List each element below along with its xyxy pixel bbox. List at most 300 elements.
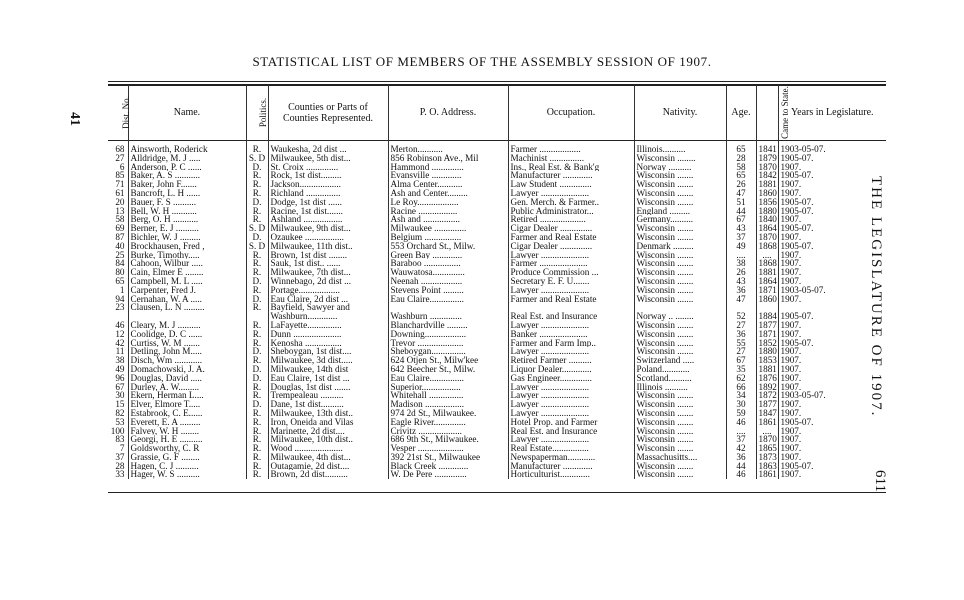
table-row [108,330,886,339]
cell-dist: 37 [115,452,125,462]
cell-name: Berg, O. H ........... [128,215,246,224]
cell-counties: Brown, 1st dist ........ [268,251,388,260]
table-row [108,286,886,295]
cell-address: Sheboygan............... [388,347,508,356]
cell-dist: 46 [115,320,125,330]
cell-address: Vesper .................... [388,444,508,453]
cell-years: 1907. [778,409,886,418]
cell-occupation: Lawyer ..................... [508,189,634,198]
cell-counties: Milwaukee, 13th dist.. [268,409,388,418]
col-header-age: Age. [726,85,756,141]
cell-name: Ainsworth, Roderick [128,141,246,154]
cell-name: Everett, E. A ......... [128,418,246,427]
cell-address: Racine ................. [388,207,508,216]
cell-politics: S. D [246,154,268,163]
cell-came: 1863 [756,462,778,471]
table-row [108,321,886,330]
cell-politics: R. [246,259,268,268]
cell-name: Anderson, P. C ...... [128,163,246,172]
cell-came: 1865 [756,444,778,453]
cell-politics: R. [246,286,268,295]
cell-years: 1905-07. [778,224,886,233]
cell-address: Eau Claire............... [388,295,508,304]
cell-occupation: Lawyer ..................... [508,409,634,418]
cell-counties: Waukesha, 2d dist ... [268,141,388,154]
cell-came: .... [756,427,778,436]
cell-years: 1907. [778,400,886,409]
cell-name: Burke, Timothy..... [128,251,246,260]
cell-politics: R. [246,215,268,224]
cell-occupation: Real Estate................ [508,444,634,453]
cell-politics: R. [246,435,268,444]
cell-occupation: Newspaperman............ [508,453,634,462]
col-header-years: Years in Legislature. [778,85,886,141]
cell-name: Bancroft, L. H ...... [128,189,246,198]
cell-politics: R. [246,383,268,392]
cell-nativity: Wisconsin ....... [634,251,726,260]
page-title: STATISTICAL LIST OF MEMBERS OF THE ASSEMBLY SESSION OF 1907. [252,54,712,69]
cell-address: Stevens Point ......... [388,286,508,295]
cell-counties: Bayfield, Sawyer and [268,303,388,312]
cell-age: 36 [726,330,756,339]
table-row [108,312,886,321]
cell-name: Cain, Elmer E ........ [128,268,246,277]
cell-occupation: Lawyer ..................... [508,251,634,260]
cell-nativity: Scotland.......... [634,374,726,383]
cell-counties: Milwaukee, 4th dist... [268,453,388,462]
cell-occupation: Machinist ............... [508,154,634,163]
cell-occupation: Hotel Prop. and Farmer [508,418,634,427]
header-row [108,85,886,141]
cell-dist: 38 [115,356,125,365]
cell-dist: 94 [115,294,125,304]
cell-occupation: Banker ..................... [508,330,634,339]
cell-years: 1907. [778,330,886,339]
cell-counties: Ozaukee ................. [268,233,388,242]
cell-dist: 83 [115,435,125,445]
cell-counties: Sauk, 1st dist.. ...... [268,259,388,268]
cell-name: Elver, Elmore T..... [128,400,246,409]
cell-nativity: Wisconsin ....... [634,339,726,348]
cell-came: .... [756,251,778,260]
cell-dist: 80 [115,268,125,277]
cell-occupation: Farmer .................. [508,141,634,154]
cell-came: 1881 [756,180,778,189]
cell-name: Falvey, W. H ........ [128,427,246,436]
cell-occupation: Farmer ..................... [508,259,634,268]
cell-counties: Racine, 1st dist....... [268,207,388,216]
cell-came: 1853 [756,356,778,365]
cell-dist: 49 [115,364,125,374]
cell-came: 1847 [756,409,778,418]
cell-came [756,303,778,312]
cell-years: 1905-07. [778,339,886,348]
cell-address: 392 21st St., Milwaukee [388,453,508,462]
cell-address: Washburn .............. [388,312,508,321]
table-row [108,356,886,365]
cell-dist: 67 [115,382,125,392]
cell-politics: D. [246,277,268,286]
cell-age: 37 [726,233,756,242]
cell-years: 1907. [778,374,886,383]
cell-name: Cleary, M. J .......... [128,321,246,330]
cell-counties: Wood ..................... [268,444,388,453]
cell-came: 1856 [756,198,778,207]
cell-came: 1864 [756,224,778,233]
cell-dist: 42 [115,338,125,348]
cell-name: Durley, A. W......... [128,383,246,392]
cell-counties: Douglas, 1st dist ....... [268,383,388,392]
table-row [108,339,886,348]
cell-came: 1881 [756,268,778,277]
cell-came: 1884 [756,312,778,321]
cell-dist: 40 [115,241,125,251]
cell-years: 1905-07. [778,171,886,180]
table-row [108,154,886,163]
cell-address: Ash and Center......... [388,189,508,198]
table-row [108,163,886,172]
cell-dist: 6 [119,162,125,172]
cell-came: 1860 [756,189,778,198]
cell-dist: 96 [115,373,125,383]
cell-counties: Brown, 2d dist.......... [268,470,388,479]
table-row [108,141,886,154]
table-row [108,347,886,356]
cell-dist: 15 [115,400,125,409]
cell-dist: 7 [119,444,125,453]
cell-years: 1907. [778,295,886,304]
cell-came: 1877 [756,321,778,330]
cell-politics: R. [246,268,268,277]
cell-counties: Milwaukee, 11th dist.. [268,242,388,251]
cell-politics: D. [246,198,268,207]
table-row [108,277,886,286]
cell-came: 1840 [756,215,778,224]
cell-counties: LaFayette............... [268,321,388,330]
cell-politics: D. [246,233,268,242]
cell-years: 1907. [778,365,886,374]
col-header-address: P. O. Address. [388,85,508,141]
cell-came: 1873 [756,453,778,462]
cell-politics: R. [246,171,268,180]
cell-came: 1879 [756,154,778,163]
table-row [108,189,886,198]
cell-came: 1871 [756,286,778,295]
cell-nativity: Illinois.......... [634,141,726,154]
cell-dist: 27 [115,153,125,163]
cell-address: Eau Claire............... [388,374,508,383]
table-row [108,171,886,180]
table-row [108,268,886,277]
cell-name: Campbell, M. L ..... [128,277,246,286]
cell-years: 1907. [778,427,886,436]
cell-years: 1907. [778,215,886,224]
table-row [108,462,886,471]
cell-nativity: Wisconsin ....... [634,321,726,330]
cell-name: Bichler, W. J ......... [128,233,246,242]
cell-came: 1841 [756,141,778,154]
cell-politics: R. [246,462,268,471]
cell-address: 686 9th St., Milwaukee. [388,435,508,444]
cell-age: 66 [726,383,756,392]
cell-dist: 12 [115,329,125,339]
cell-politics: D. [246,400,268,409]
cell-occupation: Law Student .............. [508,180,634,189]
table-row [108,224,886,233]
cell-age: 42 [726,444,756,453]
cell-counties: Kenosha ................ [268,339,388,348]
cell-politics: D. [246,347,268,356]
cell-years: 1907. [778,233,886,242]
cell-nativity: Wisconsin ....... [634,409,726,418]
cell-occupation: Gen. Merch. & Farmer.. [508,198,634,207]
cell-age: 58 [726,163,756,172]
cell-address: Hammond .............. [388,163,508,172]
cell-name: Goldsworthy, C. R [128,444,246,453]
cell-counties: Milwaukee, 14th dist [268,365,388,374]
cell-address: Trevor .................... [388,339,508,348]
cell-name: Baker, A. S ........... [128,171,246,180]
cell-counties: Trempealeau .......... [268,391,388,400]
cell-counties: Rock, 1st dist......... [268,171,388,180]
cell-counties: Sheboygan, 1st dist.... [268,347,388,356]
cell-years: 1907. [778,383,886,392]
cell-address: Ash and ................ [388,215,508,224]
cell-came: 1892 [756,383,778,392]
cell-counties: Dunn ..................... [268,330,388,339]
cell-address: Black Creek ............. [388,462,508,471]
cell-occupation: Farmer and Real Estate [508,295,634,304]
cell-nativity: Wisconsin ....... [634,259,726,268]
table-row [108,295,886,304]
cell-nativity: Massachusitts.... [634,453,726,462]
cell-counties: Dane, 1st dist.......... [268,400,388,409]
cell-age: 47 [726,189,756,198]
cell-occupation: Horticulturist............. [508,470,634,479]
cell-occupation: Produce Commission ... [508,268,634,277]
cell-nativity: Norway .. ........ [634,312,726,321]
cell-address: Merton........... [388,141,508,154]
cell-dist: 28 [115,461,125,471]
cell-dist: 25 [115,250,125,260]
cell-politics: R. [246,427,268,436]
cell-counties: Milwaukee, 5th dist... [268,154,388,163]
cell-years: 1905-07. [778,154,886,163]
cell-name: Curtiss, W. M ....... [128,339,246,348]
cell-politics [246,312,268,321]
cell-name: Douglas, David ..... [128,374,246,383]
cell-name: Grassie, G. F ........ [128,453,246,462]
table-row [108,444,886,453]
cell-years: 1903-05-07. [778,391,886,400]
cell-address: 856 Robinson Ave., Mil [388,154,508,163]
col-header-politics: Politics. [246,85,268,141]
cell-politics: R. [246,391,268,400]
cell-age: 46 [726,418,756,427]
cell-counties: Outagamie, 2d dist.... [268,462,388,471]
cell-age: 27 [726,321,756,330]
bottom-rule [108,492,886,493]
cell-age: 44 [726,462,756,471]
cell-came: 1881 [756,365,778,374]
cell-age: 28 [726,154,756,163]
cell-address: Evansville ............. [388,171,508,180]
cell-dist: 11 [115,347,125,357]
cell-years: 1907. [778,259,886,268]
cell-nativity: Wisconsin ........ [634,154,726,163]
table-row [108,435,886,444]
cell-politics: D. [246,365,268,374]
cell-counties: Eau Claire, 2d dist ... [268,295,388,304]
cell-occupation: Lawyer ..................... [508,400,634,409]
cell-politics: R. [246,303,268,312]
cell-name: Bauer, F. S .......... [128,198,246,207]
table-row [108,303,886,312]
table-row [108,374,886,383]
cell-occupation: Cigar Dealer .............. [508,224,634,233]
cell-years: 1903-05-07. [778,141,886,154]
table-row [108,427,886,436]
cell-came: 1872 [756,391,778,400]
cell-counties: Iron, Oneida and Vilas [268,418,388,427]
cell-came: 1870 [756,163,778,172]
page-number: 611 [872,470,888,492]
cell-years: 1907. [778,277,886,286]
table-body [108,141,886,480]
cell-dist: 68 [115,144,125,154]
cell-dist: 82 [115,408,125,418]
cell-counties: St. Croix .............. [268,163,388,172]
cell-age: 30 [726,400,756,409]
cell-age: 43 [726,277,756,286]
cell-age: 35 [726,365,756,374]
table-row [108,259,886,268]
cell-name: Coolidge, D. C ...... [128,330,246,339]
cell-nativity: Wisconsin ....... [634,470,726,479]
cell-nativity: Wisconsin ....... [634,462,726,471]
table-row [108,391,886,400]
table-row [108,400,886,409]
cell-address: Neenah .................. [388,277,508,286]
cell-age: 51 [726,198,756,207]
cell-nativity: Wisconsin ....... [634,286,726,295]
cell-politics: D. [246,374,268,383]
col-header-counties: Counties or Parts of Counties Represented. [268,85,388,141]
cell-age: 36 [726,453,756,462]
cell-occupation: Lawyer ..................... [508,435,634,444]
col-header-came: Came to State. [756,85,778,141]
cell-name: Clausen, L. N ......... [128,303,246,312]
cell-counties: Dodge, 1st dist ...... [268,198,388,207]
cell-politics: D. [246,295,268,304]
cell-nativity: Wisconsin ....... [634,268,726,277]
cell-dist: 23 [115,303,125,313]
cell-nativity: Wisconsin ....... [634,330,726,339]
cell-name [128,312,246,321]
table-row [108,470,886,479]
cell-politics: S. D [246,224,268,233]
cell-dist: 58 [115,215,125,225]
cell-years: 1907. [778,189,886,198]
cell-counties: Eau Claire, 1st dist ... [268,374,388,383]
cell-name: Cernahan, W. A ..... [128,295,246,304]
cell-years: 1907. [778,163,886,172]
cell-name: Brockhausen, Fred , [128,242,246,251]
cell-age: 52 [726,312,756,321]
cell-age: 59 [726,409,756,418]
cell-nativity: Poland............ [634,365,726,374]
table-row [108,242,886,251]
cell-age: 47 [726,295,756,304]
cell-age: 49 [726,242,756,251]
cell-nativity: Wisconsin ....... [634,171,726,180]
cell-age: 46 [726,470,756,479]
cell-address: Whitehall ............... [388,391,508,400]
cell-nativity: Norway .......... [634,163,726,172]
cell-address: Crivitz ................... [388,427,508,436]
cell-politics: R. [246,330,268,339]
cell-years: 1907. [778,356,886,365]
cell-came: 1868 [756,259,778,268]
cell-occupation: Liquor Dealer............. [508,365,634,374]
cell-name: Hager, W. S .......... [128,470,246,479]
col-header-nativity: Nativity. [634,85,726,141]
cell-politics: R. [246,141,268,154]
cell-occupation: Lawyer ..................... [508,347,634,356]
cell-nativity: Wisconsin ....... [634,418,726,427]
cell-occupation: Secretary E. F. U....... [508,277,634,286]
cell-nativity: Wisconsin ....... [634,400,726,409]
cell-nativity: Wisconsin ....... [634,391,726,400]
table-row [108,383,886,392]
cell-address: Wauwatosa.............. [388,268,508,277]
cell-came: 1871 [756,330,778,339]
cell-nativity: Switzerland ..... [634,356,726,365]
table-row [108,251,886,260]
cell-dist: 1 [119,285,125,295]
cell-occupation: Farmer and Farm Imp.. [508,339,634,348]
cell-name: Ekern, Herman L.... [128,391,246,400]
table-row [108,198,886,207]
cell-occupation: Manufacturer ............. [508,171,634,180]
cell-dist: 87 [115,232,125,242]
running-head: THE LEGISLATURE OF 1907. [868,176,884,418]
cell-politics: R. [246,453,268,462]
cell-politics: S. D [246,242,268,251]
cell-nativity: Wisconsin ....... [634,224,726,233]
cell-politics: R. [246,207,268,216]
cell-years: 1907. [778,321,886,330]
cell-years [778,303,886,312]
cell-came: 1842 [756,171,778,180]
cell-occupation: Real Est. and Insurance [508,312,634,321]
col-header-dist: Dist. No. [120,96,131,129]
cell-occupation: Retired .................... [508,215,634,224]
cell-politics: R. [246,444,268,453]
cell-years: 1905-07. [778,198,886,207]
members-table [108,85,886,479]
cell-address: 974 2d St., Milwaukee. [388,409,508,418]
cell-age: 67 [726,356,756,365]
cell-came: 1880 [756,347,778,356]
cell-years: 1905-07. [778,242,886,251]
cell-years: 1907. [778,347,886,356]
cell-came: 1861 [756,418,778,427]
cell-nativity: Wisconsin ....... [634,189,726,198]
cell-years: 1907. [778,180,886,189]
cell-years: 1907. [778,435,886,444]
cell-politics: R. [246,189,268,198]
